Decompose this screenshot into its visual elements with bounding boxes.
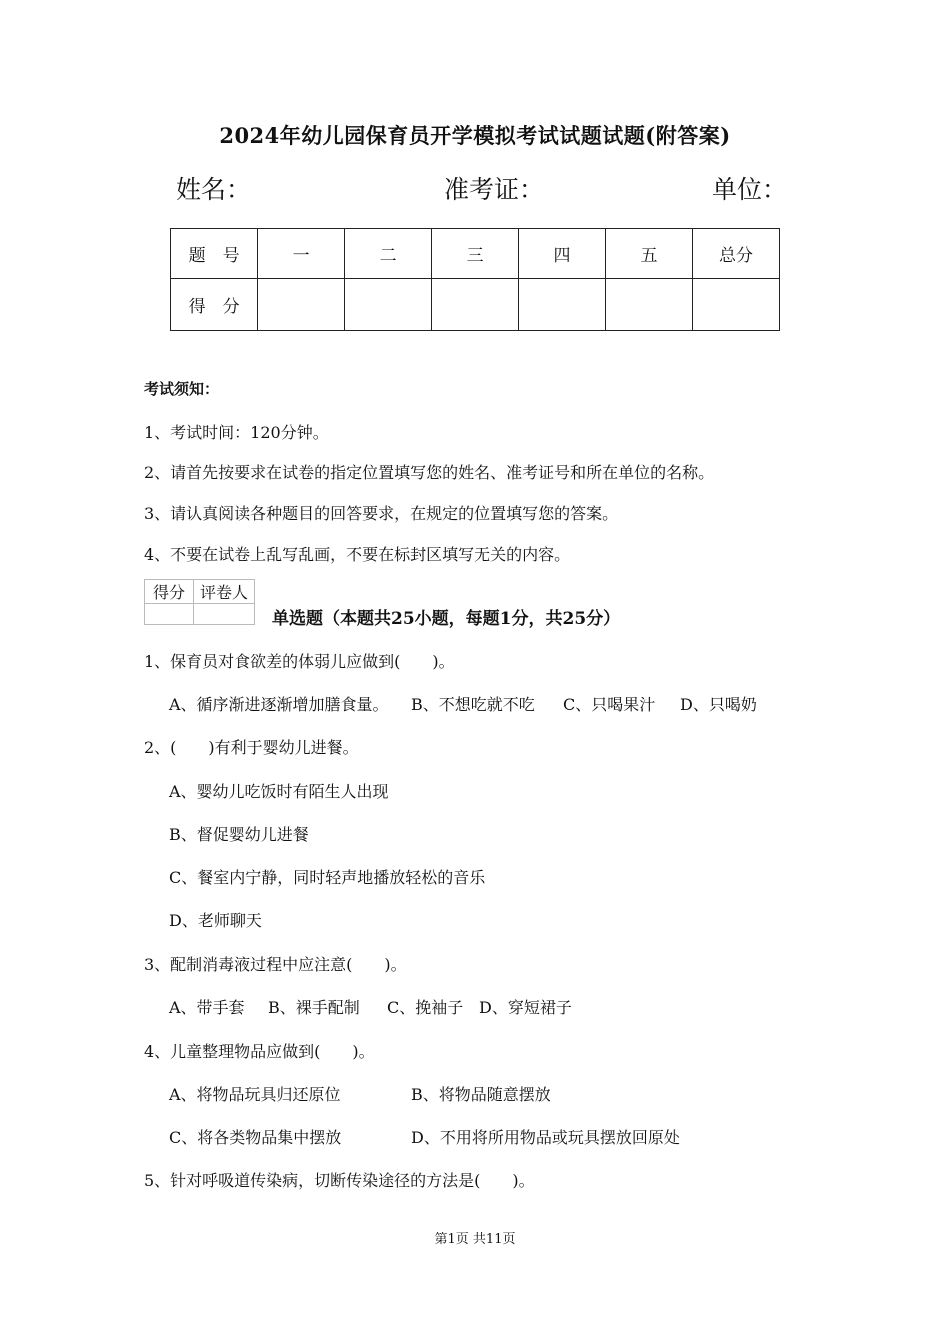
grader-reviewer-cell[interactable] <box>194 604 255 625</box>
score-table-header-cell: 四 <box>519 229 606 279</box>
page-title: 2024年幼儿园保育员开学模拟考试试题试题(附答案) <box>219 123 731 148</box>
score-cell[interactable] <box>345 279 432 331</box>
question-stem: 5、针对呼吸道传染病，切断传染途径的方法是( )。 <box>144 1171 535 1190</box>
score-table-header-cell: 五 <box>606 229 693 279</box>
score-table-header-cell: 题 号 <box>171 229 258 279</box>
question-option: D、老师聊天 <box>169 911 262 930</box>
score-cell[interactable] <box>258 279 345 331</box>
question-option: B、裸手配制 <box>268 998 360 1017</box>
score-table-header-cell: 一 <box>258 229 345 279</box>
grader-score-label: 得分 <box>145 580 194 604</box>
score-row-label: 得 分 <box>171 279 258 331</box>
question-option: A、循序渐进逐渐增加膳食量。 <box>169 695 389 714</box>
page-footer: 第1页 共11页 <box>434 1232 516 1247</box>
grader-reviewer-label: 评卷人 <box>194 580 255 604</box>
score-cell[interactable] <box>606 279 693 331</box>
question-option: A、带手套 <box>169 998 245 1017</box>
question-option: A、将物品玩具归还原位 <box>169 1085 341 1104</box>
question-stem: 1、保育员对食欲差的体弱儿应做到( )。 <box>144 652 455 671</box>
note-item: 3、请认真阅读各种题目的回答要求，在规定的位置填写您的答案。 <box>144 504 619 523</box>
question-stem: 4、儿童整理物品应做到( )。 <box>144 1042 375 1061</box>
section-title: 单选题（本题共25小题，每题1分，共25分） <box>272 609 621 629</box>
score-table-score-row <box>171 279 780 331</box>
grader-box <box>144 579 255 625</box>
note-item: 4、不要在试卷上乱写乱画，不要在标封区填写无关的内容。 <box>144 545 571 564</box>
note-item: 2、请首先按要求在试卷的指定位置填写您的姓名、准考证号和所在单位的名称。 <box>144 463 715 482</box>
score-table-header-cell: 三 <box>432 229 519 279</box>
note-item: 1、考试时间：120分钟。 <box>144 423 329 442</box>
question-option: B、将物品随意摆放 <box>411 1085 551 1104</box>
question-option: C、挽袖子 <box>387 998 464 1017</box>
name-label: 姓名： <box>176 175 252 204</box>
exam-number-label: 准考证： <box>444 175 545 204</box>
question-option: D、穿短裙子 <box>479 998 572 1017</box>
score-table-header-cell: 总分 <box>692 229 779 279</box>
question-option: B、督促婴幼儿进餐 <box>169 825 309 844</box>
score-cell[interactable] <box>432 279 519 331</box>
grader-score-cell[interactable] <box>145 604 194 625</box>
question-option: B、不想吃就不吃 <box>411 695 535 714</box>
score-table-header-row <box>171 229 780 279</box>
question-option: D、不用将所用物品或玩具摆放回原处 <box>411 1128 680 1147</box>
score-table-header-cell: 二 <box>345 229 432 279</box>
score-cell[interactable] <box>692 279 779 331</box>
question-stem: 2、( )有利于婴幼儿进餐。 <box>144 738 359 757</box>
question-stem: 3、配制消毒液过程中应注意( )。 <box>144 955 407 974</box>
question-option: D、只喝奶 <box>680 695 757 714</box>
score-cell[interactable] <box>519 279 606 331</box>
notes-heading: 考试须知： <box>144 380 220 398</box>
unit-label: 单位： <box>712 175 788 204</box>
score-table <box>170 228 780 331</box>
question-option: C、餐室内宁静，同时轻声地播放轻松的音乐 <box>169 868 486 887</box>
question-option: C、将各类物品集中摆放 <box>169 1128 342 1147</box>
question-option: A、婴幼儿吃饭时有陌生人出现 <box>169 782 389 801</box>
question-option: C、只喝果汁 <box>563 695 656 714</box>
